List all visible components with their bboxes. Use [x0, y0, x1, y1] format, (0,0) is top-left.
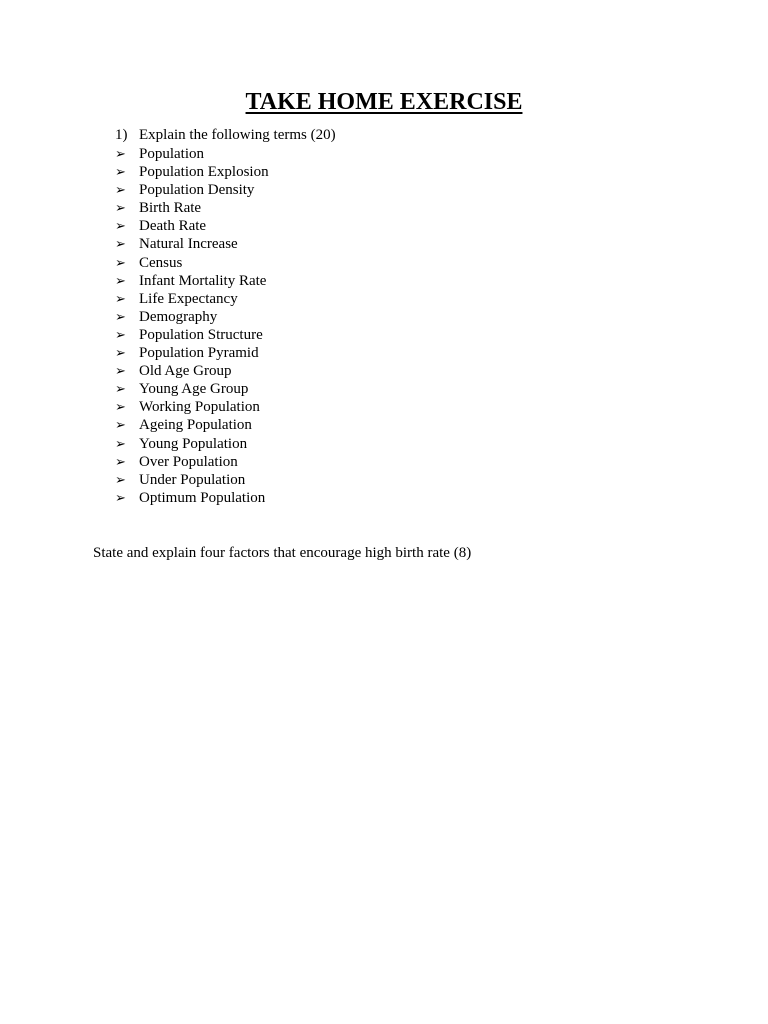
term-label: Population Structure: [139, 326, 263, 343]
term-list-item: [115, 181, 269, 199]
term-label: Working Population: [139, 399, 260, 416]
arrowhead-bullet-icon: ➢: [115, 273, 126, 289]
term-list-item: [115, 199, 269, 217]
term-list-item: [115, 254, 269, 272]
term-label: Population Explosion: [139, 164, 269, 181]
arrowhead-bullet-icon: ➢: [115, 291, 126, 307]
term-list-item: [115, 489, 269, 507]
arrowhead-bullet-icon: ➢: [115, 346, 126, 362]
term-list-item: [115, 308, 269, 326]
arrowhead-bullet-icon: ➢: [115, 219, 126, 235]
term-list-item: [115, 435, 269, 453]
question-number: 1): [115, 127, 128, 143]
question-1: [115, 126, 336, 145]
arrowhead-bullet-icon: ➢: [115, 255, 126, 271]
term-list-item: [115, 380, 269, 398]
term-label: Population Density: [139, 182, 255, 199]
term-list-item: [115, 453, 269, 471]
arrowhead-bullet-icon: ➢: [115, 147, 126, 162]
arrowhead-bullet-icon: ➢: [115, 400, 126, 416]
arrowhead-bullet-icon: ➢: [115, 309, 126, 325]
page-title: TAKE HOME EXERCISE: [245, 89, 523, 115]
term-label: Over Population: [139, 453, 238, 470]
term-label: Optimum Population: [139, 489, 266, 506]
arrowhead-bullet-icon: ➢: [115, 490, 126, 506]
term-label: Young Population: [139, 435, 248, 452]
arrowhead-bullet-icon: ➢: [115, 454, 126, 470]
arrowhead-bullet-icon: ➢: [115, 327, 126, 343]
term-list-item: [115, 272, 269, 290]
terms-list: [115, 145, 269, 507]
term-label: Population Pyramid: [139, 345, 259, 362]
term-list-item: [115, 471, 269, 489]
arrowhead-bullet-icon: ➢: [115, 436, 126, 452]
term-list-item: [115, 163, 269, 181]
term-list-item: [115, 290, 269, 308]
term-list-item: [115, 326, 269, 344]
arrowhead-bullet-icon: ➢: [115, 364, 126, 380]
term-label: Census: [139, 254, 183, 271]
term-label: Infant Mortality Rate: [139, 272, 267, 289]
arrowhead-bullet-icon: ➢: [115, 418, 126, 434]
term-list-item: [115, 398, 269, 416]
term-label: Natural Increase: [139, 236, 238, 253]
arrowhead-bullet-icon: ➢: [115, 201, 126, 217]
term-list-item: [115, 416, 269, 434]
term-label: Ageing Population: [139, 417, 252, 434]
term-list-item: [115, 145, 269, 163]
term-label: Life Expectancy: [139, 290, 238, 307]
term-label: Demography: [139, 308, 218, 325]
arrowhead-bullet-icon: ➢: [115, 472, 126, 488]
term-label: Population: [139, 146, 205, 162]
question-2: State and explain four factors that encourage high birth rate (8): [93, 545, 472, 561]
term-list-item: [115, 344, 269, 362]
term-label: Young Age Group: [139, 381, 249, 398]
question-text: Explain the following terms (20): [139, 127, 336, 143]
term-label: Old Age Group: [139, 363, 232, 380]
arrowhead-bullet-icon: ➢: [115, 237, 126, 253]
arrowhead-bullet-icon: ➢: [115, 382, 126, 398]
term-label: Under Population: [139, 471, 246, 488]
term-label: Birth Rate: [139, 200, 202, 217]
term-list-item: [115, 235, 269, 253]
term-list-item: [115, 217, 269, 235]
term-label: Death Rate: [139, 218, 207, 235]
term-list-item: [115, 362, 269, 380]
arrowhead-bullet-icon: ➢: [115, 183, 126, 199]
arrowhead-bullet-icon: ➢: [115, 165, 126, 181]
